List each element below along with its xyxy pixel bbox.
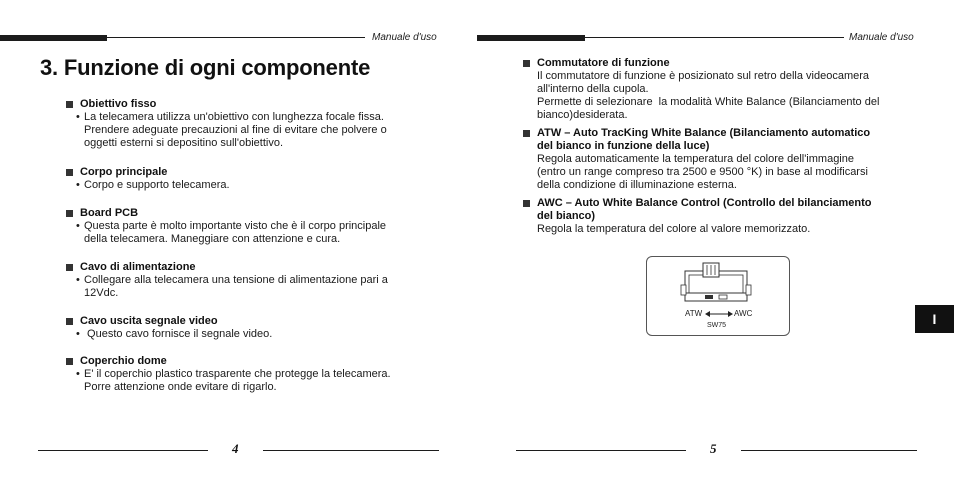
left-header-thin-rule (107, 37, 365, 38)
body-line: all'interno della cupola. (537, 83, 649, 95)
bullet-continuation: Porre attenzione onde evitare di rigarlo. (84, 381, 277, 393)
square-bullet-icon (66, 264, 73, 271)
section-heading-continuation: del bianco) (537, 210, 596, 222)
switch-diagram (646, 256, 790, 336)
body-line: (entro un range compreso tra 2500 e 9500 °K) in base al modificarsi (537, 166, 868, 178)
body-line: Il commutatore di funzione è posizionato sul retro della videocamera (537, 70, 870, 82)
section-heading-continuation: del bianco in funzione della luce) (537, 140, 710, 152)
right-header-thick-rule (477, 35, 585, 41)
left-page-number: 4 (232, 441, 239, 456)
section-cavo-uscita-video (66, 315, 446, 341)
bullet-text: La telecamera utilizza un'obiettivo con lunghezza focale fissa. (84, 111, 384, 123)
section-heading: Board PCB (80, 207, 139, 219)
awc-label: AWC (734, 309, 753, 318)
bullet-dot-icon: • (76, 368, 80, 380)
section-coperchio-dome (66, 355, 446, 394)
section-heading: Cavo di alimentazione (80, 261, 196, 273)
body-line: Regola la temperatura del colore al valore memorizzato. (537, 223, 811, 235)
right-page-number: 5 (710, 441, 717, 456)
body-line: della condizione di illuminazione esterna. (537, 179, 737, 191)
section-atw (523, 127, 918, 192)
section-heading: ATW – Auto TracKing White Balance (Bilanciamento automatico (537, 127, 871, 139)
body-line: Regola automaticamente la temperatura del colore dell'immagine (537, 153, 854, 165)
bullet-continuation: Prendere adeguate precauzioni al fine di evitare che polvere o (84, 124, 387, 136)
bullet-text: Collegare alla telecamera una tensione di alimentazione pari a (84, 274, 388, 286)
bullet-text: Corpo e supporto telecamera. (84, 179, 230, 191)
section-heading: Coperchio dome (80, 355, 167, 367)
square-bullet-icon (523, 130, 530, 137)
bullet-dot-icon: • (76, 274, 80, 286)
square-bullet-icon (66, 318, 73, 325)
bullet-dot-icon: • (76, 111, 80, 123)
section-obiettivo-fisso (66, 98, 446, 150)
body-line: bianco)desiderata. (537, 109, 628, 121)
right-header-label: Manuale d'uso (849, 32, 914, 43)
left-footer-rule-right (263, 450, 439, 451)
bullet-text: Questo cavo fornisce il segnale video. (84, 328, 273, 340)
right-header-thin-rule (585, 37, 844, 38)
square-bullet-icon (66, 101, 73, 108)
left-header-thick-rule (0, 35, 107, 41)
left-footer-rule-left (38, 450, 208, 451)
section-corpo-principale (66, 166, 446, 192)
switch-model-label: SW75 (707, 322, 727, 329)
square-bullet-icon (66, 358, 73, 365)
page-title: 3. Funzione di ogni componente (40, 55, 371, 80)
section-awc (523, 197, 918, 236)
bullet-text: Questa parte è molto importante visto che è il corpo principale (84, 220, 387, 232)
square-bullet-icon (523, 60, 530, 67)
section-heading: AWC – Auto White Balance Control (Controllo del bilanciamento (537, 197, 872, 209)
bullet-continuation: della telecamera. Maneggiare con attenzione e cura. (84, 233, 341, 245)
section-commutatore (523, 57, 918, 122)
bullet-dot-icon: • (76, 220, 80, 232)
right-footer-rule-left (516, 450, 686, 451)
language-tab[interactable]: I (915, 305, 954, 333)
atw-label: ATW (685, 309, 703, 318)
section-board-pcb (66, 207, 446, 246)
bullet-continuation: 12Vdc. (84, 287, 119, 299)
bullet-dot-icon: • (76, 179, 80, 191)
body-line: Permette di selezionare la modalità White Balance (Bilanciamento del (537, 96, 880, 108)
bullet-continuation: oggetti esterni si depositino sull'obiettivo. (84, 137, 283, 149)
square-bullet-icon (66, 169, 73, 176)
section-heading: Obiettivo fisso (80, 98, 157, 110)
square-bullet-icon (66, 210, 73, 217)
section-heading: Commutatore di funzione (537, 57, 670, 69)
section-heading: Cavo uscita segnale video (80, 315, 218, 327)
section-heading: Corpo principale (80, 166, 168, 178)
bullet-dot-icon: • (76, 328, 80, 340)
section-cavo-alimentazione (66, 261, 446, 300)
right-footer-rule-right (741, 450, 917, 451)
square-bullet-icon (523, 200, 530, 207)
bullet-text: E' il coperchio plastico trasparente che protegge la telecamera. (84, 368, 391, 380)
left-header-label: Manuale d'uso (372, 32, 437, 43)
